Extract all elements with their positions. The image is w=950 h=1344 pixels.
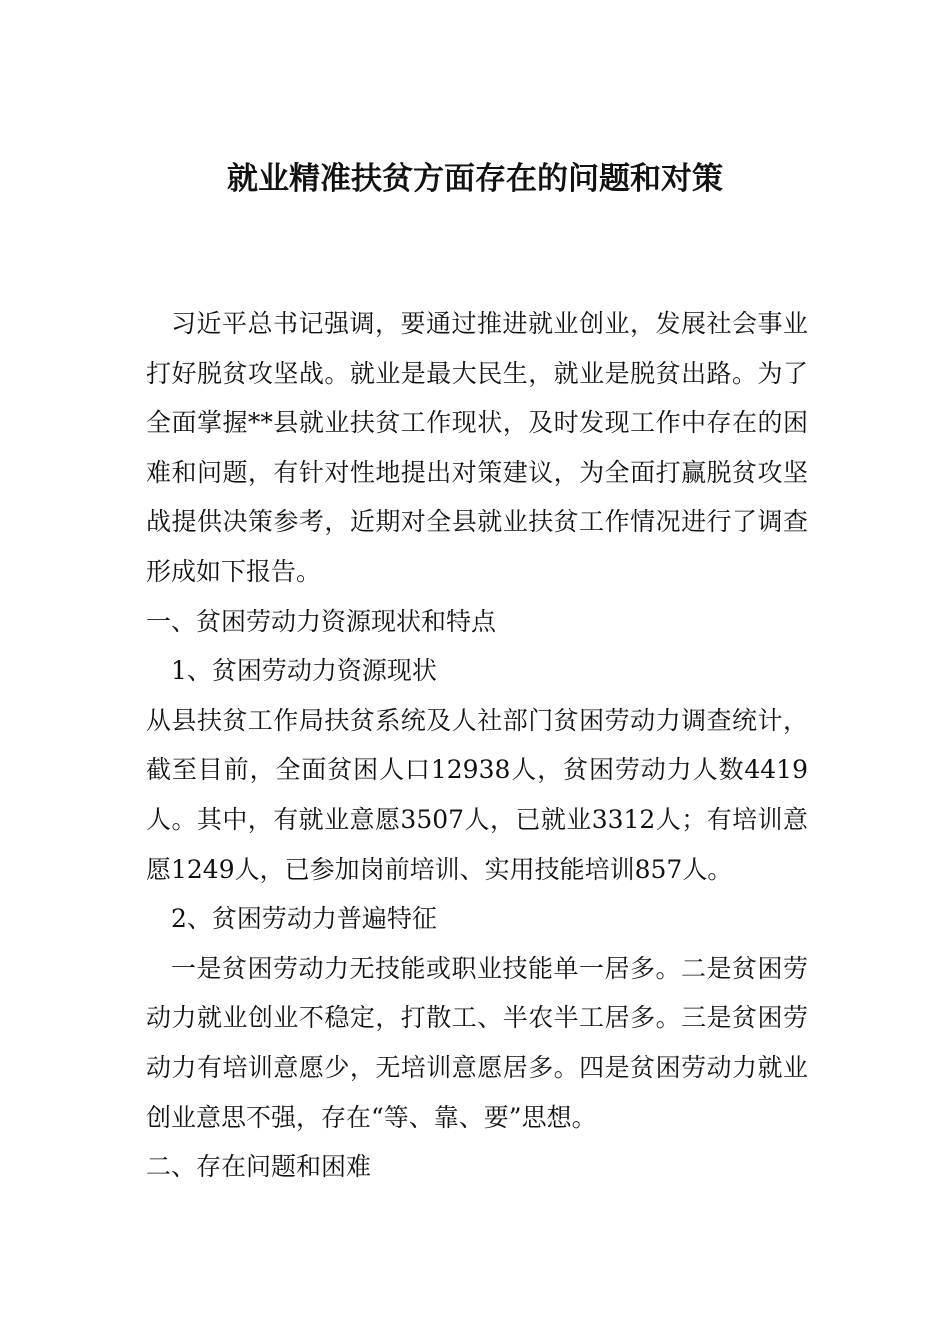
statistics-paragraph: 从县扶贫工作局扶贫系统及人社部门贫困劳动力调查统计，截至目前，全面贫困人口12938人，贫困劳动力人数4419人。其中，有就业意愿3507人，已就业3312人；有培训意愿1249人，已参加岗前培训、实用技能培训857人。	[146, 705, 808, 884]
subsection-heading-2: 2、贫困劳动力普遍特征	[171, 904, 437, 934]
subsection-heading-1: 1、贫困劳动力资源现状	[171, 656, 437, 686]
characteristics-paragraph: 一是贫困劳动力无技能或职业技能单一居多。二是贫困劳动力就业创业不稳定，打散工、半农半工居多。三是贫困劳动力有培训意愿少，无培训意愿居多。四是贫困劳动力就业创业意思不强，存在“等、靠、要”思想。	[146, 953, 808, 1132]
section-heading-1: 一、贫困劳动力资源现状和特点	[146, 606, 497, 636]
document-body	[146, 299, 808, 1192]
intro-paragraph: 习近平总书记强调，要通过推进就业创业，发展社会事业打好脱贫攻坚战。就业是最大民生，就业是脱贫出路。为了全面掌握**县就业扶贫工作现状，及时发现工作中存在的困难和问题，有针对性地提出对策建议，为全面打赢脱贫攻坚战提供决策参考，近期对全县就业扶贫工作情况进行了调查形成如下报告。	[146, 309, 808, 586]
document-title: 就业精准扶贫方面存在的问题和对策	[227, 161, 723, 197]
section-heading-2: 二、存在问题和困难	[146, 1152, 372, 1182]
